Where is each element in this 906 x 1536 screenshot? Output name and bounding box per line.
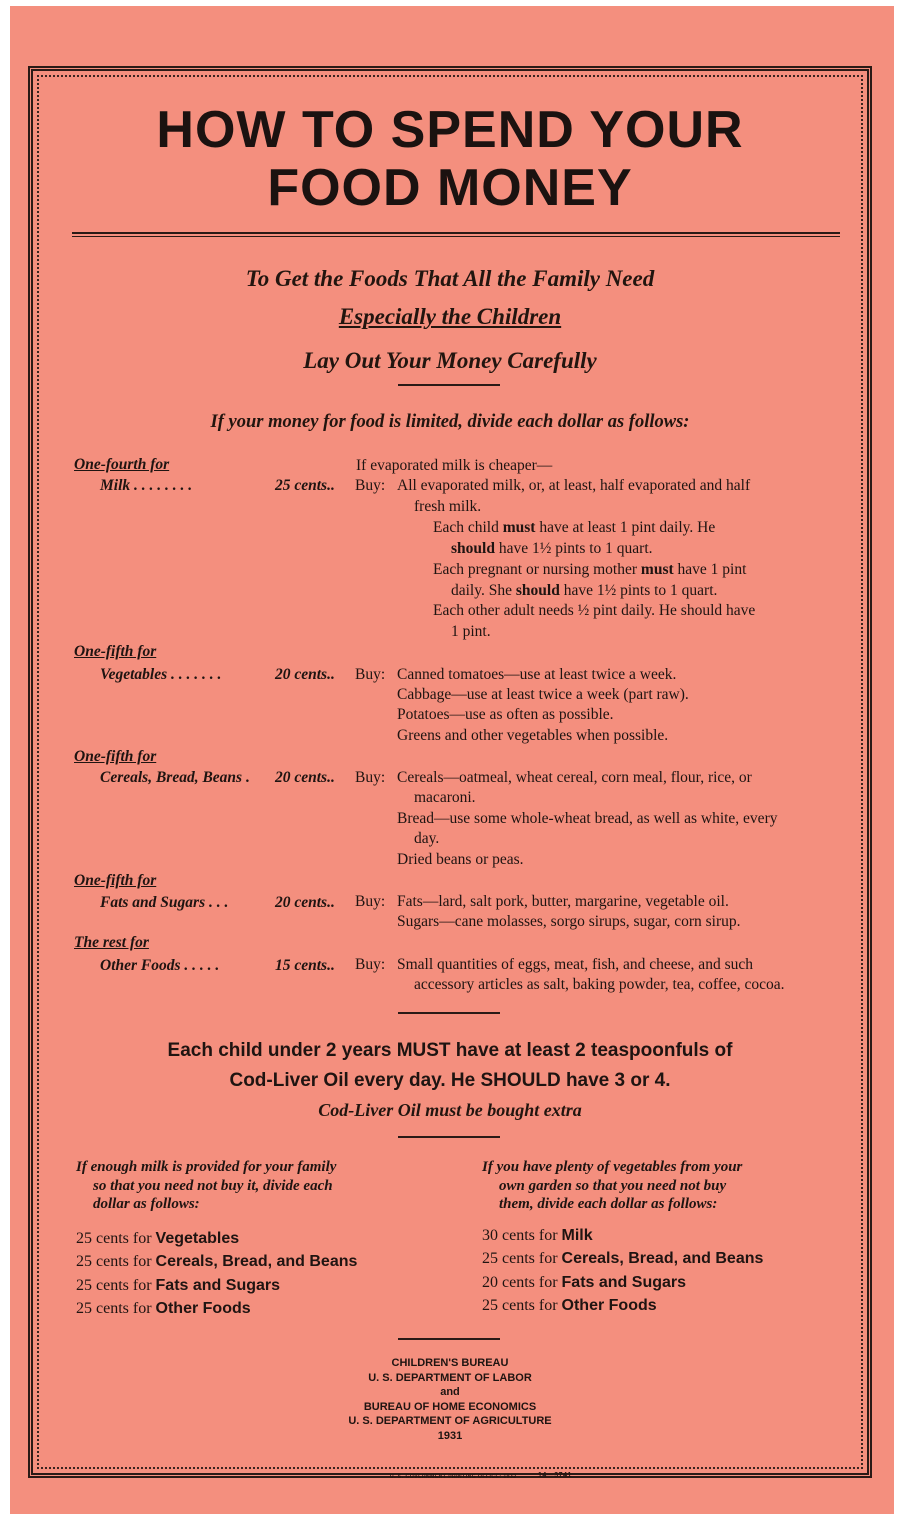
other-line-1: Small quantities of eggs, meat, fish, and cheese, and such (397, 956, 753, 973)
subtitle-line-3: Lay Out Your Money Carefully (303, 348, 597, 373)
printer-imprint: U. S. GOVERNMENT PRINTING OFFICE: 1932 (390, 1474, 517, 1480)
left-item: 25 cents for Fats and Sugars (76, 1276, 281, 1294)
milk-mother-line-2: daily. She should have 1½ pints to 1 quart. (451, 582, 718, 599)
footer-dept-2: U. S. DEPARTMENT OF AGRICULTURE (348, 1415, 552, 1427)
fats-buy: Buy: (355, 893, 386, 910)
footer-year: 1931 (437, 1429, 463, 1442)
milk-amount: 25 cents.. (275, 477, 335, 494)
cereals-line-5: Dried beans or peas. (397, 851, 524, 868)
subtitle-line-2: Especially the Children (338, 304, 562, 329)
cereals-line-4: day. (414, 830, 440, 847)
short-divider (398, 1012, 500, 1014)
left-lead-1: If enough milk is provided for your family (76, 1159, 337, 1175)
milk-line-2: fresh milk. (414, 498, 482, 515)
fats-label: Fats and Sugars . . . (100, 894, 229, 911)
right-item: 25 cents for Other Foods (482, 1297, 657, 1314)
milk-child-line-2: should have 1½ pints to 1 quart. (451, 540, 653, 557)
right-item: 20 cents for Fats and Sugars (482, 1273, 687, 1291)
other-buy: Buy: (355, 956, 386, 973)
cereals-heading: One-fifth for (74, 748, 157, 765)
left-lead-2: so that you need not buy it, divide each (93, 1177, 333, 1194)
milk-child-line-1: Each child must have at least 1 pint daily. He (433, 519, 716, 536)
vegetables-line-3: Potatoes—use as often as possible. (397, 706, 614, 723)
milk-pre: If evaporated milk is cheaper— (356, 457, 553, 474)
footer-agency-1: CHILDREN'S BUREAU (391, 1357, 509, 1369)
codliver-line-3: Cod-Liver Oil must be bought extra (318, 1100, 582, 1120)
codliver-line-2: Cod-Liver Oil every day. He SHOULD have 3 or 4. (229, 1070, 671, 1091)
other-label: Other Foods . . . . . (100, 957, 220, 974)
vegetables-label: Vegetables . . . . . . . (100, 666, 222, 683)
codliver-line-1: Each child under 2 years MUST have at least 2 teaspoonfuls of (167, 1040, 733, 1061)
vegetables-line-4: Greens and other vegetables when possible. (397, 727, 669, 744)
milk-heading: One-fourth for (74, 456, 170, 473)
vegetables-line-1: Canned tomatoes—use at least twice a week. (397, 666, 677, 683)
cereals-label: Cereals, Bread, Beans . (100, 769, 250, 786)
vegetables-buy: Buy: (355, 666, 386, 683)
other-line-2: accessory articles as salt, baking powder, tea, coffee, cocoa. (414, 976, 785, 993)
left-column (76, 1158, 436, 1321)
right-item: 30 cents for Milk (482, 1226, 593, 1244)
title-divider (72, 232, 840, 237)
right-item: 25 cents for Cereals, Bread, and Beans (482, 1250, 764, 1267)
cereals-amount: 20 cents.. (275, 769, 335, 786)
intro-text: If your money for food is limited, divide each dollar as follows: (210, 412, 690, 432)
right-lead-2: own garden so that you need not buy (499, 1177, 727, 1194)
vegetables-heading: One-fifth for (74, 643, 157, 660)
footer-dept-1: U. S. DEPARTMENT OF LABOR (368, 1371, 532, 1384)
title-line-1: HOW TO SPEND YOUR (156, 101, 744, 159)
left-item: 25 cents for Vegetables (76, 1229, 240, 1247)
fats-line-1: Fats—lard, salt pork, butter, margarine, vegetable oil. (397, 893, 729, 910)
left-item: 25 cents for Cereals, Bread, and Beans (76, 1253, 358, 1270)
cereals-buy: Buy: (355, 769, 386, 786)
vegetables-line-2: Cabbage—use at least twice a week (part raw). (397, 686, 689, 703)
vegetables-amount: 20 cents.. (275, 666, 335, 683)
milk-buy: Buy: (355, 477, 386, 494)
milk-line-1: All evaporated milk, or, at least, half evaporated and half (397, 477, 751, 494)
subtitle-line-1: To Get the Foods That All the Family Need (245, 266, 655, 291)
right-lead-3: them, divide each dollar as follows: (499, 1196, 718, 1212)
cereals-line-1: Cereals—oatmeal, wheat cereal, corn meal, flour, rice, or (397, 769, 752, 786)
milk-label: Milk . . . . . . . . (100, 477, 193, 494)
right-lead-1: If you have plenty of vegetables from your (482, 1159, 743, 1175)
milk-mother-line-1: Each pregnant or nursing mother must have 1 pint (433, 561, 747, 578)
short-divider (398, 1136, 500, 1138)
right-column (482, 1158, 842, 1318)
form-number: 14—3741 (538, 1472, 572, 1479)
fats-heading: One-fifth for (74, 872, 157, 889)
footer-agency-2: BUREAU OF HOME ECONOMICS (363, 1400, 537, 1413)
left-lead-3: dollar as follows: (93, 1196, 200, 1212)
short-divider (398, 384, 500, 386)
fats-line-2: Sugars—cane molasses, sorgo sirups, sugar, corn sirup. (397, 913, 741, 930)
cereals-line-3: Bread—use some whole-wheat bread, as well as white, every (397, 810, 778, 827)
title-line-2: FOOD MONEY (267, 159, 633, 217)
footer-and: and (440, 1386, 460, 1398)
cereals-line-2: macaroni. (414, 789, 476, 806)
other-amount: 15 cents.. (275, 957, 335, 974)
fats-amount: 20 cents.. (275, 894, 335, 911)
footer-block (40, 1356, 860, 1443)
left-item: 25 cents for Other Foods (76, 1300, 251, 1317)
other-heading: The rest for (74, 934, 149, 951)
milk-adult-line-1: Each other adult needs ½ pint daily. He should have (433, 602, 756, 619)
short-divider (398, 1338, 500, 1340)
milk-adult-line-2: 1 pint. (451, 623, 491, 640)
